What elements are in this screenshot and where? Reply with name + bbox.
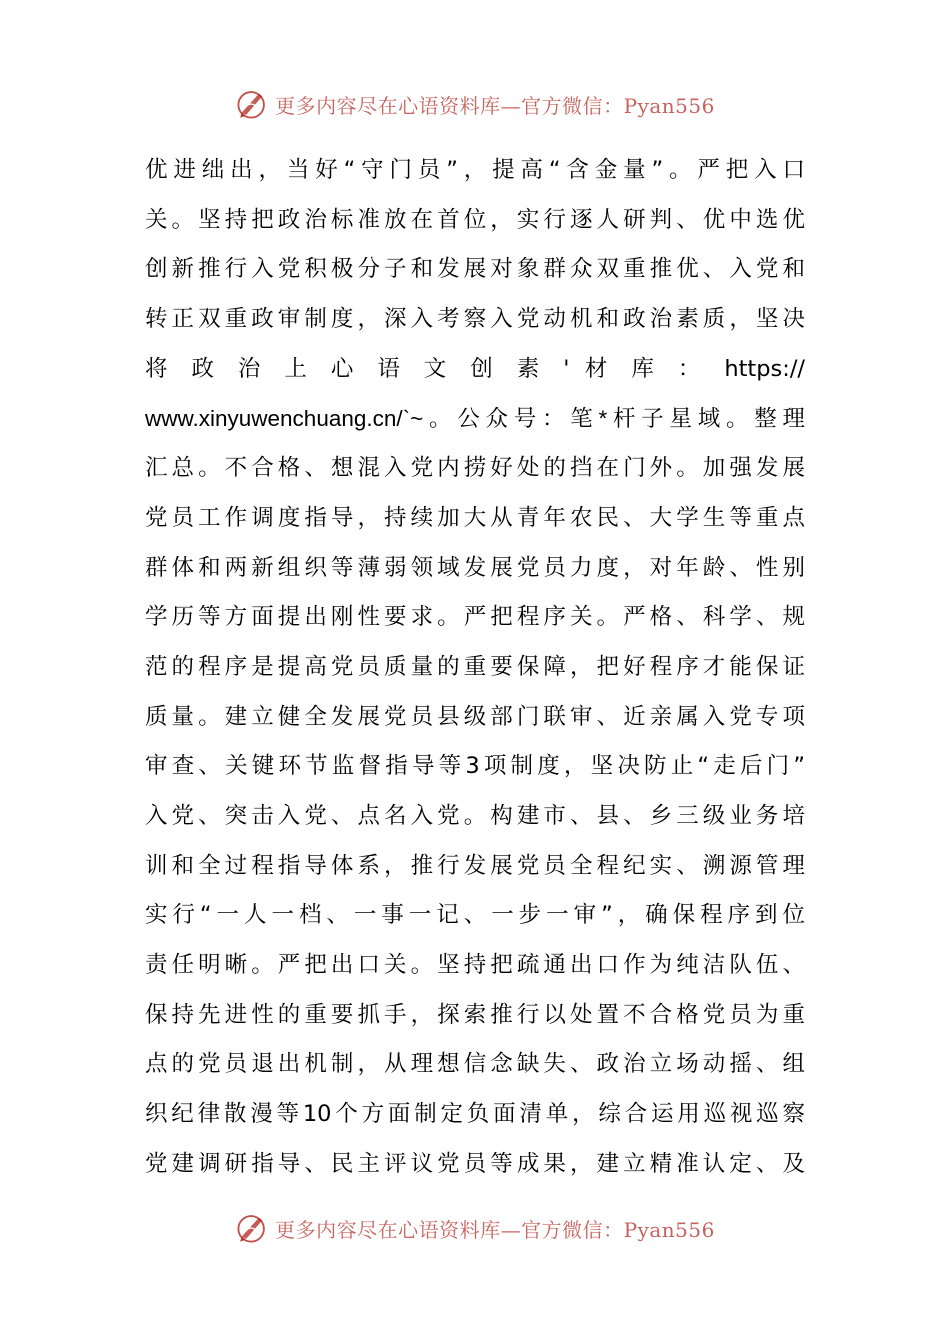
text-line: 群体和两新组织等薄弱领域发展党员力度，对年龄、性别	[145, 554, 805, 581]
text-line: 质量。建立健全发展党员县级部门联审、近亲属入党专项	[145, 703, 805, 730]
writing-hand-icon	[235, 87, 269, 121]
text-line: 转正双重政审制度，深入考察入党动机和政治素质，坚决	[145, 306, 805, 333]
text-line: 责任明晰。严把出口关。坚持把疏通出口作为纯洁队伍、	[145, 952, 805, 978]
footer-banner-text: 更多内容尽在心语资料库—官方微信：Pyan556	[275, 1217, 715, 1242]
text-line: 学历等方面提出刚性要求。严把程序关。严格、科学、规	[145, 604, 805, 631]
text-line: 党员工作调度指导，持续加大从青年农民、大学生等重点	[145, 504, 805, 531]
text-line: 将 政 治 上 心 语 文 创 素 ' 材 库 ： https://	[145, 355, 805, 382]
text-line: 点的党员退出机制，从理想信念缺失、政治立场动摇、组	[145, 1051, 805, 1078]
text-line: 优进绌出，当好“守门员”，提高“含金量”。严把入口	[145, 157, 805, 183]
writing-hand-icon	[235, 1211, 269, 1245]
text-line: 审查、关键环节监督指导等3项制度，坚决防止“走后门”	[145, 753, 805, 780]
text-line: 汇总。不合格、想混入党内捞好处的挡在门外。加强发展	[145, 455, 805, 482]
text-line: 保持先进性的重要抓手，探索推行以处置不合格党员为重	[145, 1001, 805, 1028]
body-text	[145, 146, 805, 1189]
text-line: 织纪律散漫等10个方面制定负面清单，综合运用巡视巡察	[145, 1101, 805, 1128]
text-line: 创新推行入党积极分子和发展对象群众双重推优、入党和	[145, 256, 805, 283]
footer-banner	[0, 1208, 950, 1248]
text-line: 党建调研指导、民主评议党员等成果，建立精准认定、及	[145, 1150, 805, 1177]
text-line: 训和全过程指导体系，推行发展党员全程纪实、溯源管理	[145, 852, 805, 879]
text-line: www.xinyuwenchuang.cn/`~。公众号：笔*杆子星域。整理	[145, 406, 805, 432]
text-line: 入党、突击入党、点名入党。构建市、县、乡三级业务培	[145, 802, 805, 829]
text-line: 实行“一人一档、一事一记、一步一审”，确保程序到位	[145, 902, 805, 929]
text-line: 关。坚持把政治标准放在首位，实行逐人研判、优中选优	[145, 206, 805, 233]
text-line: 范的程序是提高党员质量的重要保障，把好程序才能保证	[145, 653, 805, 680]
header-banner-text: 更多内容尽在心语资料库—官方微信：Pyan556	[275, 93, 715, 118]
header-banner	[0, 84, 950, 124]
